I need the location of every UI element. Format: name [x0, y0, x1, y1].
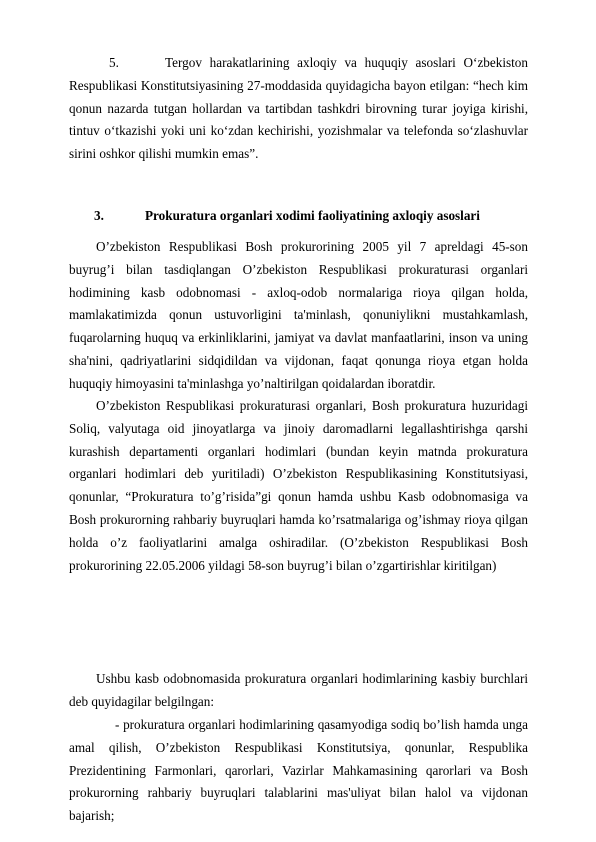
paragraph-4: - prokuratura organlari hodimlarining qasamyodiga sodiq bo’lish hamda unga amal qilish, O’zbekiston Respublikasi Konstitutsiya, qonunlar, Respublika Prezidentining Farmonlari, qarorlari, Vazirlar Mahkamasining qarorlari va Bosh prokurorning rahbariy buyruqlari talablarini mas'uliyat bilan halol va vijdonan bajarish;	[69, 717, 528, 824]
section-heading	[94, 207, 534, 225]
section-title: Prokuratura organlari xodimi faoliyatining axloqiy asoslari	[145, 208, 480, 223]
paragraph-3: Ushbu kasb odobnomasida prokuratura organlari hodimlarining kasbiy burchlari deb quyidagilar belgilngan:	[69, 671, 528, 709]
list-item-number: 5.	[109, 55, 119, 70]
paragraph-2: O’zbekiston Respublikasi prokuraturasi organlari, Bosh prokuratura huzuridagi Soliq, valyutaga oid jinoyatlarga va jinoiy daromadlarni legallashtirishga qarshi kurashish departamenti organlari hodimlari (bundan keyin matnda prokuratura organlari hodimlari deb yuritiladi) O’zbekiston Respublikasining Konstitutsiyasi, qonunlar, “Prokuratura to’g’risida”gi qonun hamda ushbu Kasb odobnomasiga va Bosh prokurorning rahbariy buyruqlari hamda ko’rsatmalariga og’ishmay rioya qilgan holda o’z faoliyatlarini amalga oshiradilar. (O’zbekiston Respublikasi Bosh prokurorining 22.05.2006 yildagi 58-son buyrug’i bilan o’zgartirishlar kiritilgan)	[69, 398, 528, 573]
paragraph-1: O’zbekiston Respublikasi Bosh prokurorining 2005 yil 7 apreldagi 45-son buyrug’i bilan tasdiqlangan O’zbekiston Respublikasi prokuraturasi organlari hodimining kasb odobnomasi - axloq-odob normalariga rioya qilgan holda, mamlakatimizda qonun ustuvorligini ta'minlash, qonuniylikni mustahkamlash, fuqarolarning huquq va erkinliklarini, jamiyat va davlat manfaatlarini, inson va uning sha'nini, qadriyatlarini sidqidildan va vijdonan, faqat qonunga rioya etgan holda huquqiy himoyasini ta'minlashga yo’naltirilgan qoidalardan iboratdir.	[69, 239, 528, 391]
section-number: 3.	[94, 208, 104, 223]
list-item-5	[69, 52, 528, 166]
list-item-text: Tergov harakatlarining axloqiy va huquqiy asoslari O‘zbekiston Respublikasi Konstitutsiyasining 27-moddasida quyidagicha bayon etilgan: “hech kim qonun nazarda tutgan hollardan va tartibdan tashkdri birovning turar joyiga kirishi, tintuv o‘tkazishi yoki uni ko‘zdan kechirishi, yozishmalar va telefonda so‘zlashuvlar sirini oshkor qilishi mumkin emas”.	[69, 55, 528, 162]
